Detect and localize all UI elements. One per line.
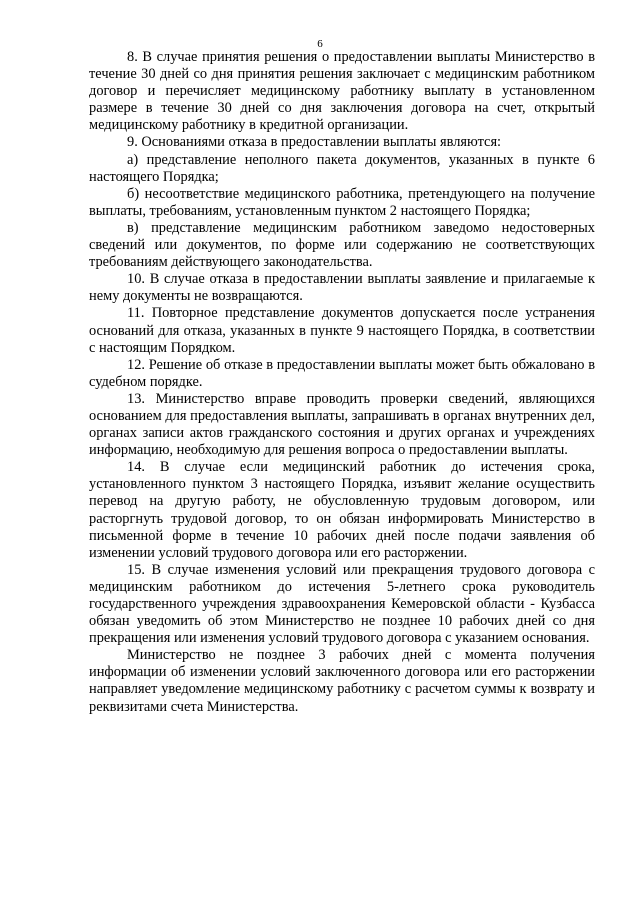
paragraph-9a: а) представление неполного пакета документов, указанных в пункте 6 настоящего Порядка; xyxy=(89,151,595,185)
paragraph-11: 11. Повторное представление документов допускается после устранения оснований для отказа, указанных в пункте 9 настоящего Порядка, в соответствии с настоящим Порядком. xyxy=(89,305,595,356)
paragraph-14: 14. В случае если медицинский работник до истечения срока, установленного пунктом 3 настоящего Порядка, изъявит желание осуществить перевод на другую работу, не обусловленную трудовым договором, или расторгнуть трудовой договор, то он обязан информировать Министерство в письменной форме в течение 10 рабочих дней после подачи заявления об изменении условий трудового договора или его расторжении. xyxy=(89,459,595,561)
document-body xyxy=(89,49,595,716)
paragraph-9b: б) несоответствие медицинского работника, претендующего на получение выплаты, требованиям, установленным пунктом 2 настоящего Порядка; xyxy=(89,185,595,219)
paragraph-15: 15. В случае изменения условий или прекращения трудового договора с медицинским работником до истечения 5-летнего срока руководитель государственного учреждения здравоохранения Кемеровской области - Кузбасса обязан уведомить об этом Министерство не позднее 10 рабочих дней со дня прекращения или изменения условий трудового договора с указанием основания. xyxy=(89,561,595,647)
paragraph-10: 10. В случае отказа в предоставлении выплаты заявление и прилагаемые к нему документы не возвращаются. xyxy=(89,271,595,305)
paragraph-8: 8. В случае принятия решения о предоставлении выплаты Министерство в течение 30 дней со дня принятия решения заключает с медицинским работником договор и перечисляет медицинскому работнику выплату в установленном размере в течение 30 дней со дня заключения договора на счет, открытый медицинскому работнику в кредитной организации. xyxy=(89,49,595,134)
paragraph-9: 9. Основаниями отказа в предоставлении выплаты являются: xyxy=(127,134,502,151)
paragraph-13: 13. Министерство вправе проводить проверки сведений, являющихся основанием для предоставления выплаты, запрашивать в органах внутренних дел, органах записи актов гражданского состояния и других органах и учреждениях информацию, необходимую для решения вопроса о предоставлении выплаты. xyxy=(89,390,595,459)
page-number: 6 xyxy=(317,38,323,50)
paragraph-9c: в) представление медицинским работником заведомо недостоверных сведений или документов, по форме или содержанию не соответствующих требованиям действующего законодательства. xyxy=(89,219,595,271)
paragraph-12: 12. Решение об отказе в предоставлении выплаты может быть обжаловано в судебном порядке. xyxy=(89,356,595,390)
paragraph-15-notice: Министерство не позднее 3 рабочих дней с момента получения информации об изменении условий заключенного договора или его расторжении направляет уведомление медицинскому работнику с расчетом суммы к возврату и реквизитами счета Министерства. xyxy=(89,647,595,715)
